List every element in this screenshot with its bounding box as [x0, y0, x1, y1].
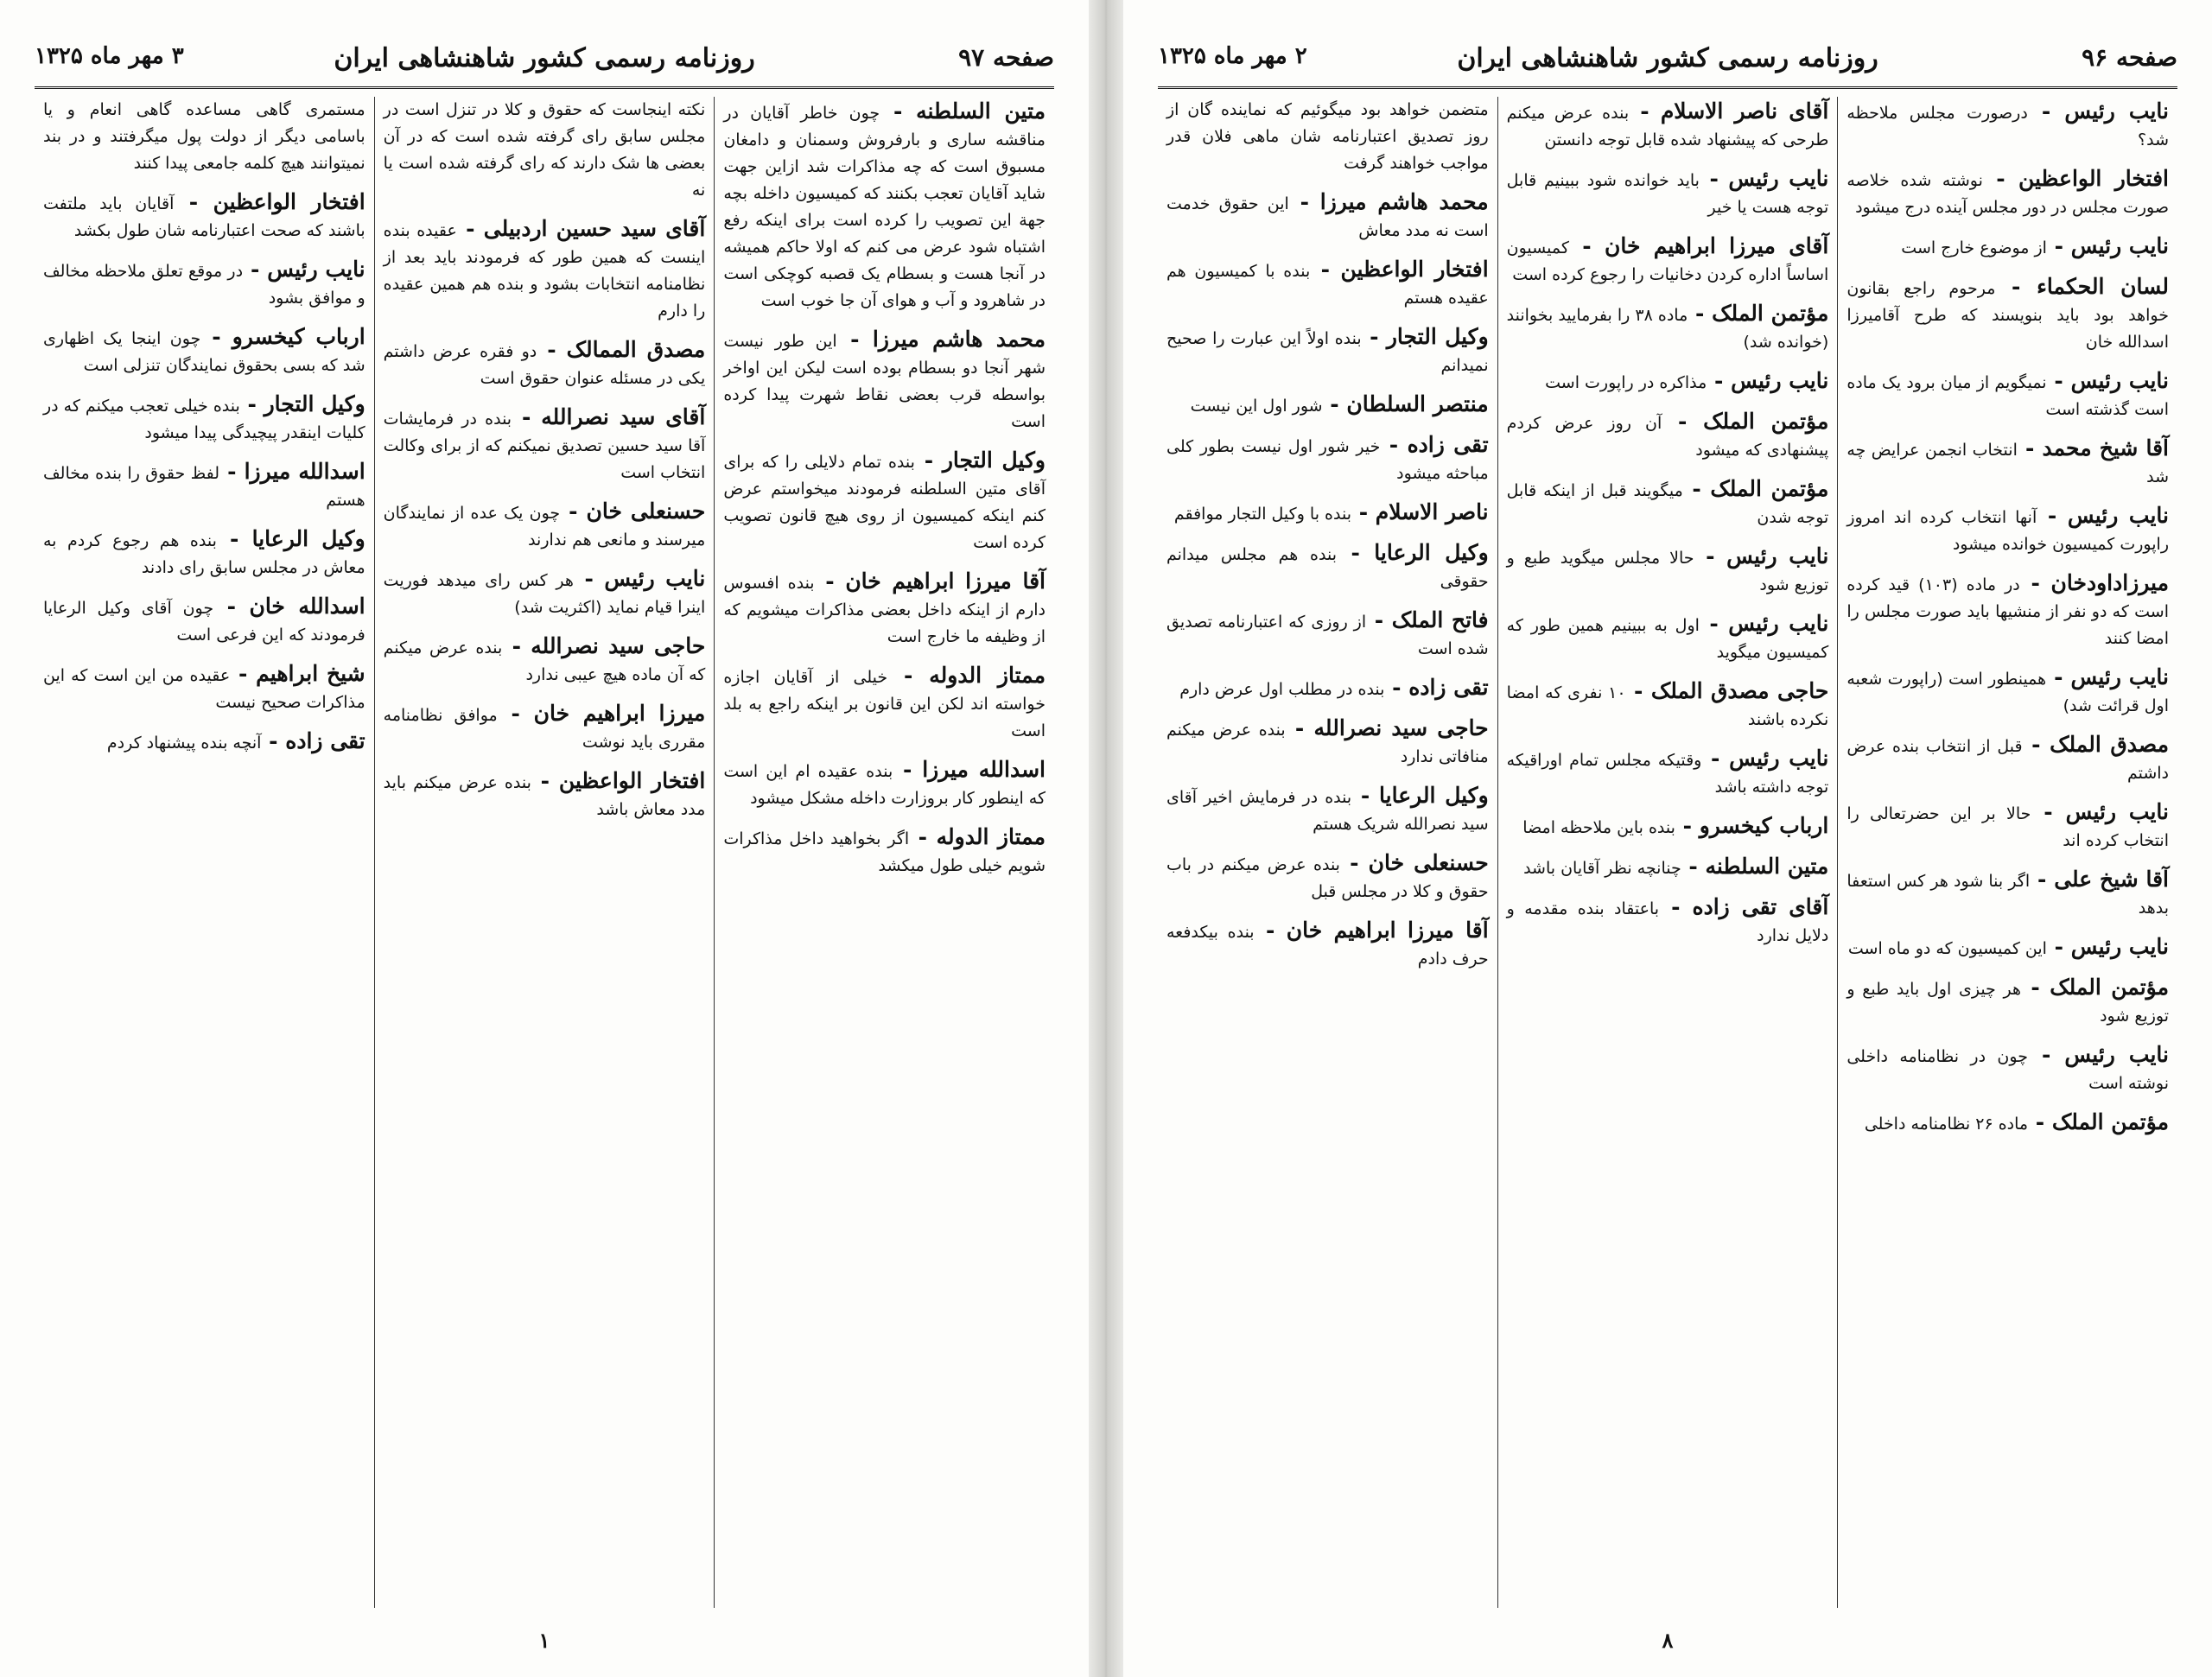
debate-entry: [1166, 606, 1489, 663]
speaker-name: تقی زاده -: [261, 728, 365, 753]
speech-text: عقیده من این است که این مذاکرات صحیح نیست: [42, 666, 365, 712]
text-column: [1837, 97, 2177, 1608]
text-column: [714, 97, 1054, 1608]
text-column: [1497, 97, 1838, 1608]
speech-text: بنده عرض میکنم منافاتی ندارد: [1166, 721, 1489, 766]
debate-entry: [1166, 430, 1489, 487]
speech-text: باید خوانده شود ببینیم قابل توجه هست یا خیر: [1506, 171, 1829, 217]
speech-text: باعتقاد بنده مقدمه و دلایل ندارد: [1506, 899, 1829, 945]
debate-entry: [1847, 865, 2169, 922]
debate-entry: [1507, 299, 1829, 356]
speech-text: درصورت مجلس ملاحظه شد؟: [1847, 104, 2169, 149]
speaker-name: نایب رئیس -: [2047, 233, 2169, 258]
speaker-name: آقا میرزا ابراهیم خان -: [815, 569, 1046, 594]
speech-text: بنده اولاً این عبارت را صحیح نمیدانم: [1166, 329, 1489, 375]
speaker-name: تقی زاده -: [1384, 675, 1488, 700]
debate-entry: [1507, 474, 1829, 531]
debate-entry: [1507, 811, 1829, 842]
debate-entry: [384, 497, 706, 554]
speech-text: هر کس رای میدهد فوریت اینرا قیام نماید (اکثریت شد): [383, 571, 706, 617]
debate-entry: [1507, 744, 1829, 801]
speaker-name: مصدق الممالک -: [537, 337, 705, 362]
speech-text: بنده خیلی تعجب میکنم که در کلیات اینقدر پیچیدگی پیدا میشود: [42, 397, 365, 442]
speech-text: نوشته شده خلاصه صورت مجلس در دور مجلس آینده درج میشود: [1847, 171, 2169, 217]
speech-text: متضمن خواهد بود میگوئیم که نماینده گان از روز تصدیق اعتبارنامه شان ماهی فلان قدر مواجب خواهند گرفت: [1166, 100, 1489, 173]
speech-text: این طور نیست شهر آنجا دو بسطام بوده است لیکن این اواخر بواسطه قرب بعضی نقاط شهرت پیدا کرده است: [723, 332, 1046, 431]
speech-text: آنچه بنده پیشنهاد کردم: [106, 734, 262, 753]
speaker-name: نایب رئیس -: [2028, 98, 2169, 124]
speaker-name: آقا میرزا ابراهیم خان -: [1255, 918, 1489, 943]
debate-entry: [384, 97, 706, 204]
right-page-number: صفحه ۹۶: [2082, 43, 2177, 72]
speech-text: چون یک عده از نمایندگان میرسند و مانعی هم ندارند: [383, 504, 706, 549]
debate-entry: [1847, 164, 2169, 221]
debate-entry: [384, 335, 706, 392]
speech-text: خیر شور اول نیست بطور کلی مباحثه میشود: [1166, 437, 1489, 483]
speaker-name: ناصر الاسلام -: [1351, 499, 1489, 524]
speech-text: انتخاب انجمن عرایض چه شد: [1847, 441, 2169, 486]
speech-text: وقتیکه مجلس تمام اوراقیکه توجه داشته باشد: [1506, 751, 1829, 797]
speech-text: همینطور است (راپورت شعبه اول قرائت شد): [1847, 670, 2169, 715]
left-newspaper-title: روزنامه رسمی کشور شاهنشاهی ایران: [334, 43, 755, 73]
speech-text: بنده با وکیل التجار موافقم: [1173, 505, 1351, 524]
speech-text: بنده بیکدفعه حرف دادم: [1166, 923, 1489, 969]
speaker-name: شیخ ابراهیم -: [230, 661, 365, 686]
speech-text: بنده باین ملاحظه امضا: [1522, 818, 1675, 837]
speaker-name: متین السلطنه -: [880, 98, 1046, 124]
speaker-name: نایب رئیس -: [1701, 746, 1828, 771]
debate-entry: [43, 592, 365, 649]
speaker-name: ارباب کیخسرو -: [200, 324, 365, 349]
speech-text: چون خاطر آقایان در مناقشه ساری و بارفروش وسمنان و دامغان مسبوق است که چه مذاکرات شد ازاین جهت شاید آقایان تعجب بکنند که کمیسیون داخله بچه جهة این تصویب را کرده است برای اینکه رفع اشتباه شود عرض می کنم که اولا حاکم همیشه در آنجا هست و بسطام یک قصبه کوچکی است در شاهرود و آب و هوای آن جا خوب است: [723, 104, 1046, 310]
right-folio: ۸: [1662, 1628, 1674, 1653]
speaker-name: مؤتمن الملک -: [1683, 476, 1829, 501]
speaker-name: مصدق الملک -: [2023, 732, 2169, 757]
speech-text: بنده هم مجلس میدانم حقوقی: [1166, 545, 1489, 591]
speech-text: آنها انتخاب کرده اند امروز راپورت کمیسیون خوانده میشود: [1847, 508, 2169, 554]
speech-text: نمیگویم از میان برود یک ماده است گذشته است: [1847, 373, 2169, 419]
speaker-name: ممتاز الدوله -: [887, 663, 1046, 688]
speaker-name: نایب رئیس -: [2046, 664, 2169, 689]
speaker-name: اسدالله میرزا -: [893, 757, 1046, 782]
right-page: [1123, 0, 2212, 1677]
debate-entry: [723, 567, 1046, 651]
debate-entry: [1847, 932, 2169, 962]
speaker-name: مؤتمن الملک -: [1662, 409, 1828, 434]
speaker-name: ارباب کیخسرو -: [1675, 813, 1828, 838]
text-column: [1158, 97, 1497, 1608]
speech-text: از موضوع خارج است: [1901, 238, 2047, 257]
debate-entry: [1847, 97, 2169, 154]
debate-entry: [1507, 407, 1829, 464]
speaker-name: ممتاز الدوله -: [909, 824, 1046, 849]
speaker-name: آقای سید نصرالله -: [512, 404, 705, 429]
debate-entry: [1847, 366, 2169, 423]
debate-entry: [384, 564, 706, 621]
speaker-name: مؤتمن الملک -: [2028, 1109, 2169, 1134]
speaker-name: حاجی مصدق الملک -: [1626, 678, 1829, 703]
debate-entry: [723, 325, 1046, 435]
speaker-name: نایب رئیس -: [2047, 934, 2169, 959]
speaker-name: آقا شیخ محمد -: [2018, 435, 2169, 461]
right-newspaper-title: روزنامه رسمی کشور شاهنشاهی ایران: [1457, 43, 1878, 73]
speaker-name: اسدالله خان -: [213, 594, 365, 619]
speaker-name: اسدالله میرزا -: [219, 459, 365, 484]
speech-text: موافق نظامنامه مقرری باید نوشت: [383, 706, 706, 752]
speech-text: اول به ببینیم همین طور که کمیسیون میگوید: [1506, 616, 1829, 662]
book-gutter: [1089, 0, 1123, 1677]
speech-text: بنده عرض میکنم باید مدد معاش باشد: [383, 773, 706, 819]
speaker-name: حسنعلی خان -: [560, 499, 705, 524]
debate-entry: [1847, 272, 2169, 356]
speaker-name: نایب رئیس -: [2031, 799, 2169, 824]
speech-text: عقیده بنده اینست که همین طور که فرمودند باید بعد از نظامنامه انتخابات بشود و بنده هم همین عقیده را دارم: [383, 221, 706, 321]
debate-entry: [384, 766, 706, 823]
debate-entry: [723, 661, 1046, 745]
debate-entry: [43, 659, 365, 716]
speaker-name: نایب رئیس -: [574, 566, 705, 591]
left-folio: ۱: [538, 1628, 550, 1653]
speaker-name: فاتح الملک -: [1366, 607, 1489, 632]
debate-entry: [43, 255, 365, 312]
speaker-name: وکیل التجار -: [1362, 324, 1489, 349]
speech-text: قبل از انتخاب بنده عرض داشتم: [1847, 737, 2169, 783]
speech-text: بنده عقیده ام این است که اینطور کار بروزارت داخله مشکل میشود: [723, 762, 1046, 808]
debate-entry: [1507, 164, 1829, 221]
speech-text: در ماده (۱۰۳) قید کرده است که دو نفر از منشیها باید صورت مجلس را امضا کنند: [1847, 575, 2169, 648]
debate-entry: [384, 699, 706, 756]
debate-entry: [1847, 501, 2169, 558]
text-column: [374, 97, 715, 1608]
debate-entry: [43, 97, 365, 177]
debate-entry: [1166, 673, 1489, 703]
speaker-name: حاجی سید نصرالله -: [502, 633, 705, 658]
debate-entry: [723, 755, 1046, 812]
speaker-name: نایب رئیس -: [2037, 503, 2169, 528]
speaker-name: نایب رئیس -: [2047, 368, 2169, 393]
speaker-name: آقای میرزا ابراهیم خان -: [1569, 233, 1828, 258]
debate-entry: [43, 187, 365, 245]
speech-text: آن روز عرض کردم پیشنهادی که میشود: [1506, 414, 1829, 460]
speaker-name: حاجی سید نصرالله -: [1286, 715, 1489, 740]
debate-entry: [723, 823, 1046, 880]
speaker-name: حسنعلی خان -: [1340, 850, 1489, 875]
speech-text: بنده هم رجوع کردم به معاش در مجلس سابق رای دادند: [42, 531, 365, 577]
right-page-header: [1158, 35, 2177, 89]
speaker-name: مؤتمن الملک -: [2021, 975, 2169, 1000]
debate-entry: [1166, 498, 1489, 528]
speaker-name: میرزاداودخان -: [2020, 570, 2169, 595]
debate-entry: [1847, 1040, 2169, 1097]
speaker-name: آقای تقی زاده -: [1659, 894, 1828, 919]
debate-entry: [1166, 848, 1489, 905]
speaker-name: لسان الحکماء -: [1995, 274, 2169, 299]
speech-text: بنده در مطلب اول عرض دارم: [1179, 680, 1385, 699]
speech-text: اگر بخواهید داخل مذاکرات شویم خیلی طول میکشد: [723, 829, 1046, 875]
speaker-name: تقی زاده -: [1380, 432, 1488, 457]
right-page-date: ۲ مهر ماه ۱۳۲۵: [1158, 43, 1307, 69]
speech-text: بنده تمام دلایلی را که برای آقای متین السلطنه فرمودند میخواستم عرض کنم اینکه کمیسیون از روی هیچ قانون تصویب کرده است: [723, 453, 1046, 552]
speaker-name: نایب رئیس -: [1700, 166, 1828, 191]
debate-entry: [1166, 916, 1489, 973]
debate-entry: [1166, 97, 1489, 177]
debate-entry: [43, 322, 365, 379]
speaker-name: میرزا ابراهیم خان -: [498, 701, 706, 726]
speech-text: این کمیسیون که دو ماه است: [1847, 939, 2047, 958]
speech-text: بنده عرض میکنم در باب حقوق و کلا در مجلس قبل: [1166, 855, 1489, 901]
debate-entry: [384, 403, 706, 486]
debate-entry: [384, 214, 706, 325]
speech-text: حالا بر این حضرتعالی را انتخاب کرده اند: [1847, 804, 2169, 850]
debate-entry: [43, 390, 365, 447]
speech-text: بنده در فرمایشات آقا سید حسین تصدیق نمیکنم که از برای وکالت انتخاب است: [383, 410, 706, 482]
speech-text: چون اینجا یک اظهاری شد که بسی بحقوق نمایندگان تنزلی است: [42, 329, 365, 375]
debate-entry: [1507, 542, 1829, 599]
speech-text: چون در نظامنامه داخلی نوشته است: [1847, 1047, 2169, 1093]
speaker-name: محمد هاشم میرزا -: [1289, 189, 1489, 214]
speech-text: حالا مجلس میگوید طبع و توزیع شود: [1506, 549, 1829, 594]
speech-text: خیلی از آقایان اجازه خواسته اند لکن این قانون بر اینکه راجع به بلد است: [723, 668, 1046, 740]
left-page-date: ۳ مهر ماه ۱۳۲۵: [35, 43, 184, 69]
speaker-name: آقای ناصر الاسلام -: [1629, 98, 1828, 124]
debate-entry: [1166, 187, 1489, 245]
speaker-name: افتخار الواعظین -: [1983, 166, 2169, 191]
debate-entry: [1166, 538, 1489, 595]
speech-text: ماده ۲۶ نظامنامه داخلی: [1864, 1115, 2029, 1134]
speaker-name: افتخار الواعظین -: [1310, 257, 1488, 282]
speech-text: شور اول این نیست: [1190, 397, 1323, 416]
speech-text: در موقع تعلق ملاحظه مخالف و موافق بشود: [42, 262, 365, 308]
speech-text: اگر بنا شود هر کس استعفا بدهد: [1847, 872, 2169, 918]
speech-text: مستمری گاهی مساعده گاهی انعام و یا باسامی دیگر از دولت پول میگرفتند و در بند نمیتوانند هیچ کلمه جامعی پیدا کنند: [42, 100, 365, 173]
right-page-columns: [1158, 97, 2177, 1608]
speech-text: هر چیزی اول باید طبع و توزیع شود: [1847, 980, 2169, 1026]
speaker-name: نایب رئیس -: [1700, 611, 1828, 636]
debate-entry: [1847, 797, 2169, 854]
debate-entry: [1847, 569, 2169, 652]
speaker-name: افتخار الواعظین -: [531, 768, 705, 793]
speech-text: از روزی که اعتبارنامه تصدیق شده است: [1166, 613, 1489, 658]
speech-text: مذاکره در راپورت است: [1545, 373, 1707, 392]
speech-text: کمیسیون اساساً اداره کردن دخانیات را رجوع کرده است: [1506, 238, 1829, 284]
debate-entry: [43, 457, 365, 514]
speaker-name: نایب رئیس -: [1707, 368, 1828, 393]
debate-entry: [384, 632, 706, 689]
speaker-name: نایب رئیس -: [1694, 543, 1829, 569]
speech-text: بنده افسوس دارم از اینکه داخل بعضی مذاکرات میشویم که از وظیفه ما خارج است: [723, 574, 1046, 646]
debate-entry: [1507, 852, 1829, 882]
speaker-name: وکیل الرعایا -: [217, 526, 365, 551]
speaker-name: نایب رئیس -: [2028, 1042, 2169, 1067]
debate-entry: [1507, 677, 1829, 734]
debate-entry: [1507, 609, 1829, 666]
speech-text: ۱۰ نفری که امضا نکرده باشند: [1506, 683, 1829, 729]
debate-entry: [43, 727, 365, 757]
speech-text: بنده عرض میکنم که آن ماده هیچ عیبی ندارد: [383, 638, 706, 684]
speech-text: میگویند قبل از اینکه قابل توجه شدن: [1506, 481, 1829, 527]
left-page-number: صفحه ۹۷: [958, 43, 1054, 72]
speech-text: نکته اینجاست که حقوق و کلا در تنزل است در مجلس سابق رای گرفته شده است که در آن بعضی ها شک دارند که رای گرفته شده است یا نه: [383, 100, 706, 200]
debate-entry: [1847, 1108, 2169, 1138]
speaker-name: منتصر السلطان -: [1323, 391, 1489, 416]
left-page-header: [35, 35, 1054, 89]
speech-text: لفظ حقوق را بنده مخالف هستم: [42, 464, 365, 510]
speech-text: بنده با کمیسیون هم عقیده هستم: [1166, 262, 1489, 308]
debate-entry: [723, 97, 1046, 314]
debate-entry: [723, 446, 1046, 556]
speaker-name: وکیل التجار -: [240, 391, 365, 416]
debate-entry: [1507, 366, 1829, 397]
debate-entry: [1166, 390, 1489, 420]
speech-text: مرحوم راجع بقانون خواهد بود باید بنویسند که طرح آقامیرزا اسدالله خان: [1847, 279, 2169, 352]
debate-entry: [1507, 232, 1829, 289]
debate-entry: [1166, 322, 1489, 379]
debate-entry: [1847, 434, 2169, 491]
debate-entry: [43, 524, 365, 581]
speaker-name: متین السلطنه -: [1681, 854, 1829, 879]
speech-text: بنده در فرمایش اخیر آقای سید نصرالله شریک هستم: [1166, 788, 1489, 834]
speaker-name: آقای سید حسین اردبیلی -: [457, 216, 706, 241]
speech-text: دو فقره عرض داشتم یکی در مسئله عنوان حقوق است: [383, 342, 706, 388]
speaker-name: محمد هاشم میرزا -: [837, 327, 1046, 352]
debate-entry: [1166, 781, 1489, 838]
left-page: [0, 0, 1089, 1677]
debate-entry: [1166, 714, 1489, 771]
speaker-name: وکیل الرعایا -: [1351, 783, 1489, 808]
debate-entry: [1166, 255, 1489, 312]
debate-entry: [1847, 973, 2169, 1030]
left-page-columns: [35, 97, 1054, 1608]
debate-entry: [1507, 892, 1829, 950]
debate-entry: [1847, 663, 2169, 720]
speaker-name: مؤتمن الملک -: [1688, 301, 1828, 326]
speaker-name: آقا شیخ علی -: [2030, 867, 2169, 892]
speech-text: چنانچه نظر آقایان باشد: [1523, 859, 1681, 878]
speaker-name: افتخار الواعظین -: [174, 189, 365, 214]
debate-entry: [1507, 97, 1829, 154]
speech-text: این حقوق خدمت است نه مدد معاش: [1166, 194, 1489, 240]
speaker-name: وکیل الرعایا -: [1337, 540, 1489, 565]
speaker-name: نایب رئیس -: [243, 257, 365, 282]
debate-entry: [1847, 232, 2169, 262]
speech-text: ماده ۳۸ را بفرمایید بخوانند (خوانده شد): [1506, 306, 1829, 352]
debate-entry: [1847, 730, 2169, 787]
speech-text: چون آقای وکیل الرعایا فرمودند که این فرعی است: [42, 599, 365, 645]
speech-text: بنده عرض میکنم طرحی که پیشنهاد شده قابل توجه دانستن: [1506, 104, 1829, 149]
speech-text: آقایان باید ملتفت باشند که صحت اعتبارنامه شان طول بکشد: [42, 194, 365, 240]
text-column: [35, 97, 374, 1608]
speaker-name: وکیل التجار -: [915, 448, 1046, 473]
